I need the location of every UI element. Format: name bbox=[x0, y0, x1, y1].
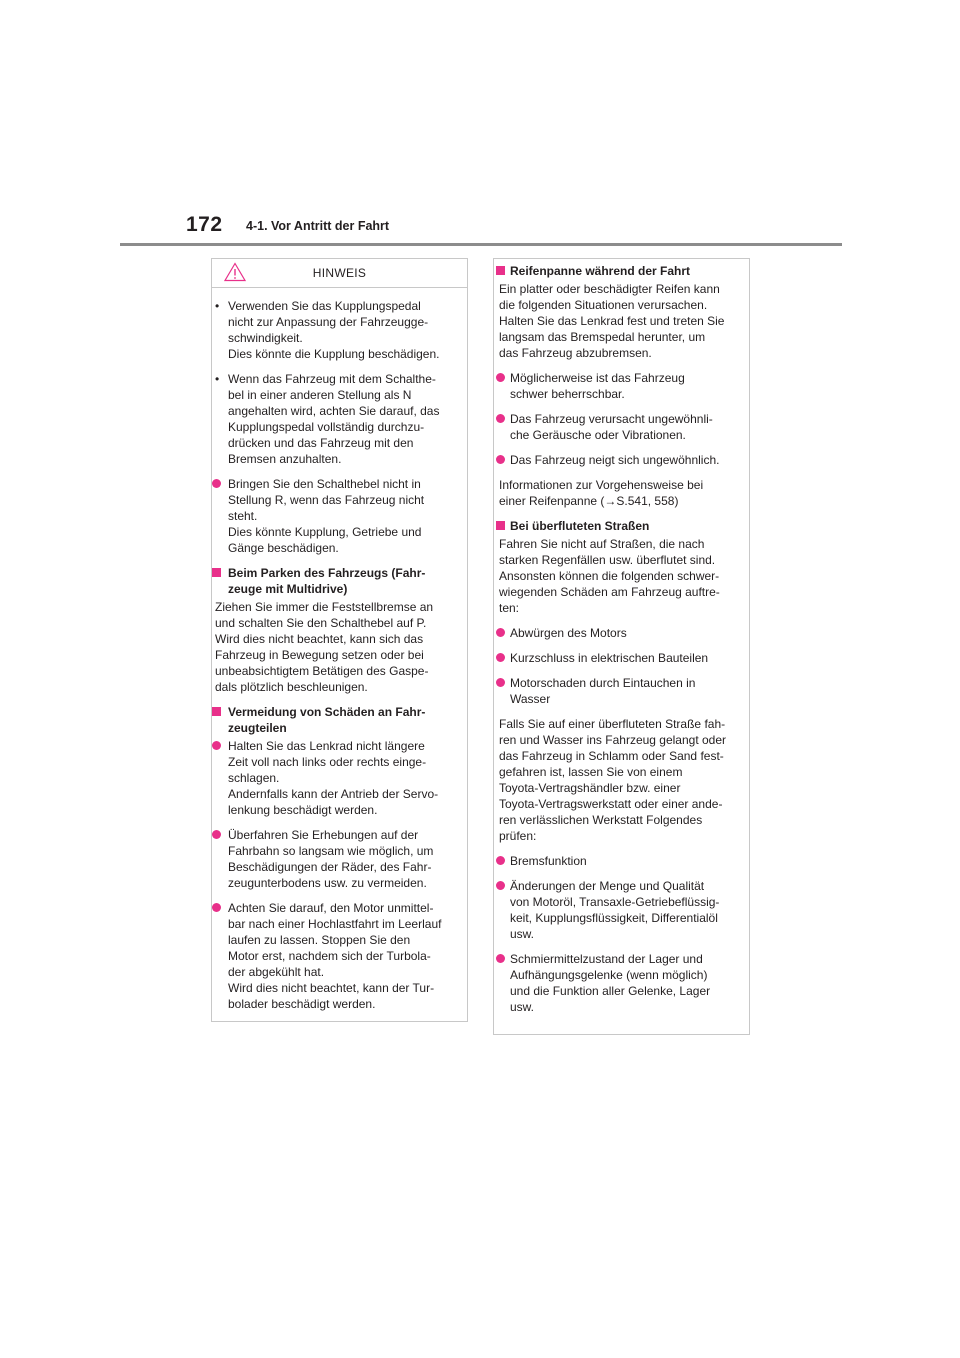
circle-bullet-icon bbox=[496, 373, 505, 382]
item-text: Möglicherweise ist das Fahrzeug schwer beherrschbar. bbox=[510, 371, 685, 401]
circle-bullet-icon bbox=[496, 628, 505, 637]
bullet-icon: • bbox=[215, 299, 220, 313]
item-text: Abwürgen des Motors bbox=[510, 626, 627, 640]
flat-heading bbox=[496, 263, 743, 279]
square-bullet-icon bbox=[212, 568, 221, 577]
right-column bbox=[493, 258, 750, 1035]
item-text: Änderungen der Menge und Qualität von Motoröl, Transaxle-Getriebeflüssig- keit, Kupplungsflüssigkeit, Differentialöl usw. bbox=[510, 879, 720, 941]
parking-heading bbox=[212, 565, 465, 597]
item-text: Kurzschluss in elektrischen Bauteilen bbox=[510, 651, 709, 665]
item-text: Schmiermittelzustand der Lager und Aufhängungsgelenke (wenn möglich) und die Funktion aller Gelenke, Lager usw. bbox=[510, 952, 711, 1014]
list-item bbox=[212, 298, 465, 362]
circle-bullet-icon bbox=[212, 479, 221, 488]
list-item bbox=[496, 625, 743, 641]
list-item bbox=[212, 900, 465, 1012]
list-item bbox=[496, 411, 743, 443]
list-item bbox=[496, 853, 743, 869]
flood-heading-text: Bei überfluteten Straßen bbox=[510, 519, 650, 533]
circle-bullet-icon bbox=[496, 678, 505, 687]
page-reference-link[interactable]: S.541, 558) bbox=[616, 494, 679, 508]
item-text: Bringen Sie den Schalthebel nicht in Stellung R, wenn das Fahrzeug nicht steht. Dies könnte Kupplung, Getriebe und Gänge beschädigen. bbox=[228, 477, 425, 555]
notice-body bbox=[212, 288, 467, 1012]
page-number: 172 bbox=[186, 213, 223, 236]
item-text: Bremsfunktion bbox=[510, 854, 587, 868]
flood-text-2: Falls Sie auf einer überfluteten Straße fah- ren und Wasser ins Fahrzeug gelangt oder das Fahrzeug in Schlamm oder Sand fest- gefahren ist, lassen Sie von einem Toyota-Vertragshändler bzw. einer Toyota-Vertragswerkstatt oder einer ande- ren verlässlichen Werkstatt Folgendes prüfen: bbox=[499, 717, 727, 843]
circle-bullet-icon bbox=[212, 830, 221, 839]
circle-bullet-icon bbox=[212, 903, 221, 912]
parking-heading-text: Beim Parken des Fahrzeugs (Fahr- zeuge mit Multidrive) bbox=[228, 566, 426, 596]
flat-info bbox=[496, 477, 743, 509]
item-text: Das Fahrzeug neigt sich ungewöhnlich. bbox=[510, 453, 720, 467]
damage-heading-text: Vermeidung von Schäden an Fahr- zeugteilen bbox=[228, 705, 426, 735]
list-item bbox=[496, 878, 743, 942]
item-text: Halten Sie das Lenkrad nicht längere Zeit voll nach links oder rechts einge- schlagen. Andernfalls kann der Antrieb der Servo- lenkung beschädigt werden. bbox=[228, 739, 439, 817]
circle-bullet-icon bbox=[212, 741, 221, 750]
square-bullet-icon bbox=[496, 521, 505, 530]
notice-box bbox=[211, 258, 468, 1022]
list-item bbox=[212, 738, 465, 818]
list-item bbox=[496, 452, 743, 468]
circle-bullet-icon bbox=[496, 881, 505, 890]
item-text: Überfahren Sie Erhebungen auf der Fahrbahn so langsam wie möglich, um Beschädigungen der Räder, des Fahr- zeugunterbodens usw. zu vermeiden. bbox=[228, 828, 434, 890]
list-item bbox=[212, 371, 465, 467]
flat-info-text: Informationen zur Vorgehensweise bei einer Reifenpanne ( bbox=[499, 478, 704, 508]
flood-text: Fahren Sie nicht auf Straßen, die nach starken Regenfällen usw. überflutet sind. Ansonsten können die folgenden schwer- wiegenden Schäden am Fahrzeug auftre- ten: bbox=[499, 537, 720, 615]
section-title: 4-1. Vor Antritt der Fahrt bbox=[246, 219, 390, 233]
circle-bullet-icon bbox=[496, 653, 505, 662]
list-item bbox=[496, 370, 743, 402]
right-body bbox=[494, 259, 749, 1015]
item-text: Verwenden Sie das Kupplungspedal nicht zur Anpassung der Fahrzeugge- schwindigkeit. Dies könnte die Kupplung beschädigen. bbox=[228, 299, 440, 361]
square-bullet-icon bbox=[496, 266, 505, 275]
flood-heading bbox=[496, 518, 743, 534]
circle-bullet-icon bbox=[496, 856, 505, 865]
circle-bullet-icon bbox=[496, 954, 505, 963]
list-item bbox=[212, 476, 465, 556]
circle-bullet-icon bbox=[496, 414, 505, 423]
notice-title: HINWEIS bbox=[312, 266, 367, 280]
flat-heading-text: Reifenpanne während der Fahrt bbox=[510, 264, 691, 278]
parking-text: Ziehen Sie immer die Feststellbremse an und schalten Sie den Schalthebel auf P. Wird dies nicht beachtet, kann sich das Fahrzeug in Bewegung setzen oder bei unbeabsichtigtem Betätigen des Gaspe- dals plötzlich beschleunigen. bbox=[215, 600, 434, 694]
list-item bbox=[212, 827, 465, 891]
item-text: Das Fahrzeug verursacht ungewöhnli- che Geräusche oder Vibrationen. bbox=[510, 412, 713, 442]
damage-heading bbox=[212, 704, 465, 736]
notice-header bbox=[212, 259, 467, 288]
list-item bbox=[496, 675, 743, 707]
list-item bbox=[496, 650, 743, 666]
item-text: Achten Sie darauf, den Motor unmittel- bar nach einer Hochlastfahrt im Leerlauf laufen zu lassen. Stoppen Sie den Motor erst, nachdem sich der Turbola- der abgekühlt hat. Wird dies nicht beachtet, kann der Tur- bolader beschädigt werden. bbox=[228, 901, 442, 1011]
square-bullet-icon bbox=[212, 707, 221, 716]
flat-text: Ein platter oder beschädigter Reifen kann die folgenden Situationen verursachen. Halten Sie das Lenkrad fest und treten Sie langsam das Bremspedal herunter, um das Fahrzeug abzubremsen. bbox=[499, 282, 725, 360]
bullet-icon: • bbox=[215, 372, 220, 386]
header-rule bbox=[120, 243, 842, 246]
circle-bullet-icon bbox=[496, 455, 505, 464]
item-text: Wenn das Fahrzeug mit dem Schalthe- bel in einer anderen Stellung als N angehalten wird, achten Sie darauf, das Kupplungspedal vollständig durchzu- drücken und das Fahrzeug mit den Bremsen anzuhalten. bbox=[228, 372, 440, 466]
arrow-right-icon: → bbox=[604, 494, 617, 508]
item-text: Motorschaden durch Eintauchen in Wasser bbox=[510, 676, 696, 706]
list-item bbox=[496, 951, 743, 1015]
warning-triangle-icon bbox=[224, 262, 246, 282]
